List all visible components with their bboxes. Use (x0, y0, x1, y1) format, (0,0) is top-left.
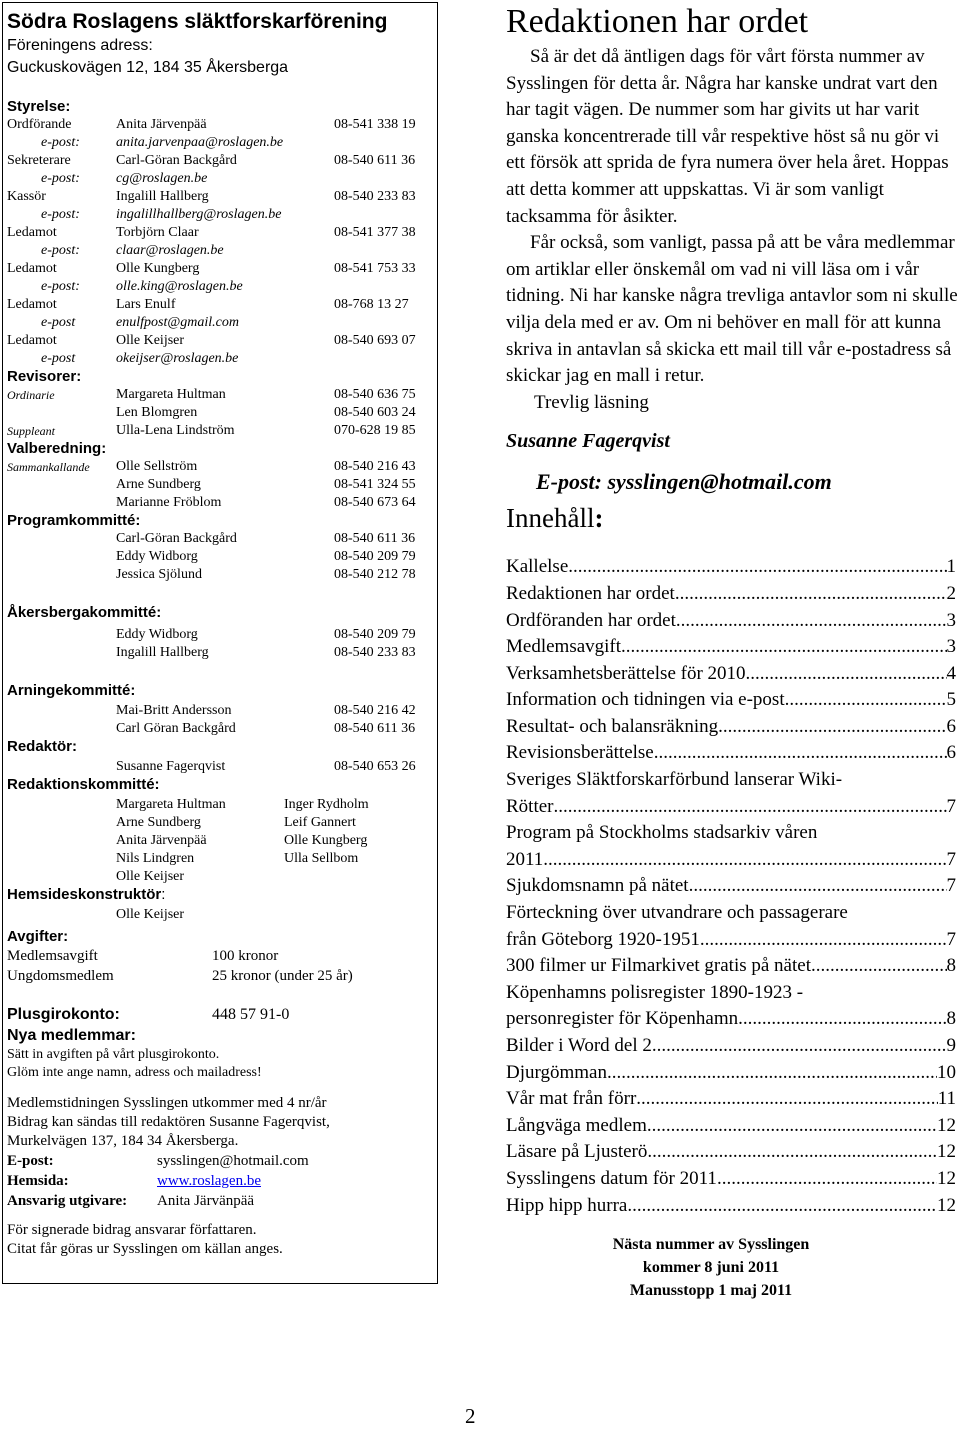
editorial-email: E-post: sysslingen@hotmail.com (536, 469, 832, 495)
valberedning-name: Marianne Fröblom (116, 495, 222, 510)
toc-item (506, 1033, 956, 1060)
arninge-phone: 08-540 216 42 (334, 703, 416, 718)
editorial-paragraph-2: Får också, som vanligt, passa på att be våra medlemmar om artiklar eller önskemål om vad ni vill läsa om i vår tidning. Ni har kanske några trevliga antavlor som ni skulle vilja dela med er av. Om ni behöver en mall för att kunna skriva in antavlan så skicka ett mail till vår e-postadress så skickar jag en mall i retur. (506, 232, 958, 387)
styrelse-row (7, 332, 433, 350)
styrelse-row (7, 260, 433, 278)
hemsideskonstruktor-row (7, 906, 433, 924)
hemsideskonstruktor-heading: Hemsideskonstruktör: (7, 886, 166, 903)
redaktionskommitte-row (7, 796, 433, 814)
toc-item-title: 300 filmer ur Filmarkivet gratis på nätet (506, 955, 811, 977)
redaktionskommitte-member: Olle Keijser (116, 869, 185, 884)
valberedning-role: Sammankallande (7, 460, 90, 474)
toc-item-page: 10 (937, 1061, 956, 1083)
redaktionskommitte-heading: Redaktionskommitté: (7, 776, 160, 793)
toc-item-title: Sysslingens datum för 2011 (506, 1167, 717, 1189)
board-role: Sekreterare (7, 153, 71, 168)
program-row (7, 566, 433, 584)
nya-medlemmar-line1: Sätt in avgiften på vårt plusgirokonto. (7, 1047, 220, 1062)
toc-dot-leader (543, 847, 946, 874)
arninge-phone: 08-540 611 36 (334, 721, 416, 736)
redaktor-name: Susanne Fagerqvist (116, 759, 226, 774)
styrelse-email-row (7, 170, 433, 188)
toc-dot-leader (689, 873, 947, 900)
redaktionskommitte-member: Nils Lindgren (116, 851, 195, 866)
toc-item-page: 6 (946, 715, 956, 737)
programkommitte-heading: Programkommitté: (7, 512, 141, 529)
board-role: Ledamot (7, 333, 57, 348)
plusgiro-label: Plusgirokonto: (7, 1006, 120, 1023)
board-name: Lars Enulf (116, 297, 176, 312)
toc-item-title: personregister för Köpenhamn (506, 1008, 739, 1030)
plusgiro-row (7, 1004, 433, 1026)
address: Guckuskovägen 12, 184 35 Åkersberga (7, 59, 289, 76)
revisorer-row (7, 386, 433, 404)
akersberga-name: Ingalill Hallberg (116, 645, 209, 660)
toc-dot-leader (718, 714, 946, 741)
revisorer-name: Len Blomgren (116, 405, 198, 420)
redaktionskommitte-row (7, 850, 433, 868)
revisorer-role: Suppleant (7, 424, 55, 438)
valberedning-name: Arne Sundberg (116, 477, 201, 492)
toc-item (506, 1086, 956, 1113)
next-issue-line2: kommer 8 juni 2011 (642, 1259, 780, 1277)
styrelse-email-row (7, 350, 433, 368)
akersberga-phone: 08-540 233 83 (334, 645, 416, 660)
avgift-row (7, 946, 433, 966)
toc-item (506, 1060, 956, 1087)
page-number: 2 (465, 1404, 476, 1428)
akersberga-row (7, 644, 433, 662)
toc-item-title: Djurgömman (506, 1061, 607, 1083)
toc-item-title: Sjukdomsnamn på nätet (506, 875, 689, 897)
board-email-label: e-post: (41, 243, 80, 258)
program-phone: 08-540 209 79 (334, 549, 416, 564)
toc-item-page: 12 (937, 1141, 956, 1163)
toc-item-line1: Sveriges Släktforskarförbund lanserar Wiki- (506, 769, 843, 791)
program-name: Eddy Widborg (116, 549, 198, 564)
footer-line1: För signerade bidrag ansvarar författaren. (7, 1222, 257, 1238)
board-email: enulfpost@gmail.com (116, 315, 239, 330)
toc-item-title: Verksamhetsberättelse för 2010 (506, 662, 746, 684)
ansvarig-label: Ansvarig utgivare: (7, 1193, 128, 1209)
toc-item (506, 953, 956, 980)
program-name: Jessica Sjölund (116, 567, 202, 582)
styrelse-email-row (7, 314, 433, 332)
toc-item-title: Medlemsavgift (506, 636, 622, 658)
nya-medlemmar-heading: Nya medlemmar: (7, 1027, 136, 1044)
board-email-label: e-post: (41, 207, 80, 222)
styrelse-email-row (7, 242, 433, 260)
association-info-box (2, 2, 438, 1284)
program-phone: 08-540 212 78 (334, 567, 416, 582)
revisorer-heading: Revisorer: (7, 368, 82, 385)
toc-item-page: 1 (946, 556, 956, 578)
valberedning-row (7, 458, 433, 476)
toc-item-page: 2 (946, 582, 956, 604)
redaktionskommitte-list (7, 796, 433, 886)
toc-item-page: 8 (946, 1008, 956, 1030)
toc-item-title: Revisionsberättelse (506, 742, 654, 764)
editorial-paragraph-1: Så är det då äntligen dags för vårt första nummer av Sysslingen för detta år. Några har kanske undrat vart den har tagit vägen. De nummer som har givits ut har varit ganska koncentrerade till vår respektive höst så nu gör vi ett försök att sprida de fyra numera över hela året. Hoppas att detta kommer att uppskattas. Vi är som vanligt tacksamma för åsikter. (506, 46, 949, 227)
toc-item-title: Kallelse (506, 556, 569, 578)
redaktionskommitte-member: Leif Gannert (284, 815, 356, 830)
board-phone: 08-541 338 19 (334, 117, 416, 132)
redaktionskommitte-member: Olle Kungberg (284, 833, 368, 848)
epost-row (7, 1151, 433, 1171)
revisorer-row (7, 422, 433, 440)
toc-dot-leader (647, 1139, 937, 1166)
toc-dot-leader (717, 1166, 937, 1193)
program-row (7, 548, 433, 566)
table-of-contents (506, 554, 958, 1219)
toc-item-title: Långväga medlem (506, 1114, 647, 1136)
toc-item-page: 8 (946, 955, 956, 977)
program-phone: 08-540 611 36 (334, 531, 416, 546)
ansvarig-row (7, 1191, 433, 1211)
toc-item (506, 554, 956, 581)
nya-medlemmar-line2: Glöm inte ange namn, adress och mailadress! (7, 1065, 262, 1080)
toc-item-title: Information och tidningen via e-post (506, 689, 785, 711)
board-phone: 08-540 233 83 (334, 189, 416, 204)
avgift-label: Medlemsavgift (7, 948, 98, 964)
styrelse-email-row (7, 206, 433, 224)
programkommitte-list (7, 530, 433, 584)
program-name: Carl-Göran Backgård (116, 531, 237, 546)
toc-item (506, 634, 956, 661)
board-email: claar@roslagen.be (116, 243, 224, 258)
valberedning-heading: Valberedning: (7, 440, 107, 457)
toc-item-page: 12 (937, 1114, 956, 1136)
toc-item (506, 581, 956, 608)
board-email: ingalillhallberg@roslagen.be (116, 207, 282, 222)
toc-item (506, 608, 956, 635)
editorial-paragraph-3: Trevlig läsning (534, 391, 649, 413)
toc-item-title: från Göteborg 1920-1951 (506, 928, 700, 950)
toc-item (506, 847, 956, 874)
toc-item-title: Resultat- och balansräkning (506, 715, 719, 737)
akersberga-phone: 08-540 209 79 (334, 627, 416, 642)
avgift-label: Ungdomsmedlem (7, 968, 114, 984)
toc-dot-leader (627, 1193, 937, 1220)
ansvarig-value: Anita Järvänpää (157, 1193, 255, 1209)
toc-dot-leader (568, 554, 946, 581)
styrelse-list (7, 116, 433, 368)
next-issue-line3: Manusstopp 1 maj 2011 (629, 1282, 793, 1300)
redaktionskommitte-member: Inger Rydholm (284, 797, 369, 812)
toc-item-page: 5 (946, 689, 956, 711)
toc-item (506, 740, 956, 767)
epost-label: E-post: (7, 1153, 54, 1169)
board-email-label: e-post: (41, 171, 80, 186)
styrelse-row (7, 188, 433, 206)
address-label: Föreningens adress: (7, 37, 153, 54)
toc-item-page: 12 (937, 1167, 956, 1189)
valberedning-row (7, 494, 433, 512)
toc-dot-leader (675, 581, 947, 608)
revisorer-phone: 08-540 603 24 (334, 405, 416, 420)
toc-item-line1: Förteckning över utvandrare och passagerare (506, 902, 848, 924)
toc-dot-leader (676, 608, 947, 635)
redaktionskommitte-member: Anita Järvenpää (116, 833, 207, 848)
toc-dot-leader (647, 1113, 937, 1140)
board-phone: 08-540 611 36 (334, 153, 416, 168)
redaktionskommitte-member: Ulla Sellbom (284, 851, 359, 866)
styrelse-email-row (7, 278, 433, 296)
board-name: Torbjörn Claar (116, 225, 199, 240)
redaktionskommitte-row (7, 868, 433, 886)
akersbergakommitte-list (7, 626, 433, 662)
toc-item-title: Rötter (506, 795, 554, 817)
epost-value: sysslingen@hotmail.com (157, 1153, 309, 1169)
board-email: okeijser@roslagen.be (116, 351, 239, 366)
toc-item-line1: Program på Stockholms stadsarkiv våren (506, 822, 818, 844)
revisorer-role: Ordinarie (7, 388, 55, 402)
styrelse-row (7, 152, 433, 170)
toc-dot-leader (738, 1006, 946, 1033)
toc-item-title: Hipp hipp hurra (506, 1194, 628, 1216)
akersberga-row (7, 626, 433, 644)
toc-item (506, 873, 956, 900)
toc-item (506, 927, 956, 954)
toc-item-title: Redaktionen har ordet (506, 582, 675, 604)
toc-dot-leader (652, 1033, 947, 1060)
board-role: Kassör (7, 189, 46, 204)
board-email-label: e-post: (41, 135, 80, 150)
signature: Susanne Fagerqvist (506, 430, 670, 453)
akersberga-name: Eddy Widborg (116, 627, 198, 642)
toc-item (506, 1166, 956, 1193)
valberedning-name: Olle Sellström (116, 459, 198, 474)
editorial-heading: Redaktionen har ordet (506, 3, 809, 40)
toc-item-title: Vår mat från förr (506, 1088, 637, 1110)
styrelse-row (7, 296, 433, 314)
toc-item (506, 1113, 956, 1140)
avgift-value: 25 kronor (under 25 år) (212, 968, 353, 984)
board-email-label: e-post (41, 315, 76, 330)
toc-item-page: 7 (946, 928, 956, 950)
toc-item-page: 11 (937, 1088, 956, 1110)
editorial-column (506, 0, 958, 1302)
board-name: Olle Keijser (116, 333, 185, 348)
info-line2: Bidrag kan sändas till redaktören Susanne Fagerqvist, (7, 1114, 330, 1130)
board-role: Ledamot (7, 297, 57, 312)
footer-line2: Citat får göras ur Sysslingen om källan anges. (7, 1241, 283, 1257)
board-phone: 08-540 693 07 (334, 333, 416, 348)
contents-heading: Innehåll: (506, 503, 604, 534)
plusgiro-value: 448 57 91-0 (212, 1006, 290, 1023)
toc-item-page: 7 (946, 795, 956, 817)
board-name: Anita Järvenpää (116, 117, 207, 132)
styrelse-row (7, 116, 433, 134)
hemsida-link[interactable]: www.roslagen.be (157, 1173, 261, 1189)
program-row (7, 530, 433, 548)
next-issue (506, 1233, 916, 1302)
revisorer-phone: 08-540 636 75 (334, 387, 416, 402)
valberedning-list (7, 458, 433, 512)
toc-item-page: 7 (946, 875, 956, 897)
board-role: Ledamot (7, 261, 57, 276)
revisorer-phone: 070-628 19 85 (334, 423, 416, 438)
valberedning-phone: 08-540 216 43 (334, 459, 416, 474)
board-role: Ordförande (7, 117, 72, 132)
toc-item-page: 3 (946, 609, 956, 631)
toc-item-page: 12 (937, 1194, 956, 1216)
toc-dot-leader (746, 661, 947, 688)
arningekommitte-list (7, 702, 433, 738)
arninge-row (7, 720, 433, 738)
styrelse-row (7, 224, 433, 242)
board-email: olle.king@roslagen.be (116, 279, 243, 294)
board-name: Ingalill Hallberg (116, 189, 209, 204)
toc-item-page: 4 (946, 662, 956, 684)
toc-item-line1: Köpenhamns polisregister 1890-1923 - (506, 981, 804, 1003)
toc-item (506, 687, 956, 714)
toc-item-page: 9 (946, 1035, 956, 1056)
avgift-value: 100 kronor (212, 948, 279, 964)
toc-item (506, 714, 956, 741)
toc-dot-leader (621, 634, 946, 661)
toc-item-title: Bilder i Word del 2 (506, 1035, 652, 1056)
hemsideskonstruktor-name: Olle Keijser (116, 907, 185, 922)
redaktor-row (7, 758, 433, 776)
redaktionskommitte-row (7, 832, 433, 850)
toc-dot-leader (700, 927, 947, 954)
redaktor-phone: 08-540 653 26 (334, 759, 416, 774)
organization-name: Södra Roslagens släktforskarförening (7, 10, 388, 33)
redaktionskommitte-member: Margareta Hultman (116, 797, 226, 812)
revisorer-list (7, 386, 433, 440)
toc-item (506, 661, 956, 688)
toc-item-title: Ordföranden har ordet (506, 609, 676, 631)
revisorer-name: Margareta Hultman (116, 387, 226, 402)
toc-dot-leader (811, 953, 947, 980)
valberedning-phone: 08-541 324 55 (334, 477, 416, 492)
redaktionskommitte-row (7, 814, 433, 832)
toc-dot-leader (785, 687, 947, 714)
valberedning-row (7, 476, 433, 494)
board-role: Ledamot (7, 225, 57, 240)
arninge-name: Carl Göran Backgård (116, 721, 236, 736)
next-issue-line1: Nästa nummer av Sysslingen (612, 1236, 810, 1254)
toc-dot-leader (654, 740, 947, 767)
board-email: cg@roslagen.be (116, 171, 208, 186)
arningekommitte-heading: Arningekommitté: (7, 682, 136, 699)
info-line3: Murkelvägen 137, 184 34 Åkersberga. (7, 1133, 239, 1149)
akersbergakommitte-heading: Åkersbergakommitté: (7, 604, 162, 621)
board-email-label: e-post (41, 351, 76, 366)
toc-dot-leader (636, 1086, 937, 1113)
toc-item-page: 3 (946, 636, 956, 658)
board-phone: 08-541 377 38 (334, 225, 416, 240)
board-email-label: e-post: (41, 279, 80, 294)
redaktor-heading: Redaktör: (7, 738, 78, 755)
hemsida-label: Hemsida: (7, 1173, 69, 1189)
toc-item (506, 1006, 956, 1033)
revisorer-name: Ulla-Lena Lindström (116, 423, 235, 438)
styrelse-heading: Styrelse: (7, 98, 71, 115)
info-line1: Medlemstidningen Sysslingen utkommer med 4 nr/år (7, 1095, 327, 1111)
toc-item-title: Läsare på Ljusterö (506, 1141, 648, 1163)
avgifter-heading: Avgifter: (7, 928, 69, 945)
arninge-row (7, 702, 433, 720)
toc-dot-leader (554, 794, 947, 821)
board-name: Carl-Göran Backgård (116, 153, 237, 168)
board-phone: 08-768 13 27 (334, 297, 409, 312)
toc-item-page: 7 (946, 848, 956, 870)
styrelse-email-row (7, 134, 433, 152)
toc-item-title: 2011 (506, 848, 544, 870)
redaktionskommitte-member: Arne Sundberg (116, 815, 201, 830)
toc-dot-leader (607, 1060, 937, 1087)
toc-item-page: 6 (946, 742, 956, 764)
board-name: Olle Kungberg (116, 261, 200, 276)
arninge-name: Mai-Britt Andersson (116, 703, 232, 718)
board-email: anita.jarvenpaa@roslagen.be (116, 135, 284, 150)
revisorer-row (7, 404, 433, 422)
toc-item (506, 794, 956, 821)
toc-item (506, 1139, 956, 1166)
avgift-row (7, 966, 433, 986)
toc-item (506, 1193, 956, 1220)
board-phone: 08-541 753 33 (334, 261, 416, 276)
valberedning-phone: 08-540 673 64 (334, 495, 416, 510)
avgifter-list (7, 946, 433, 986)
hemsida-row (7, 1171, 433, 1191)
